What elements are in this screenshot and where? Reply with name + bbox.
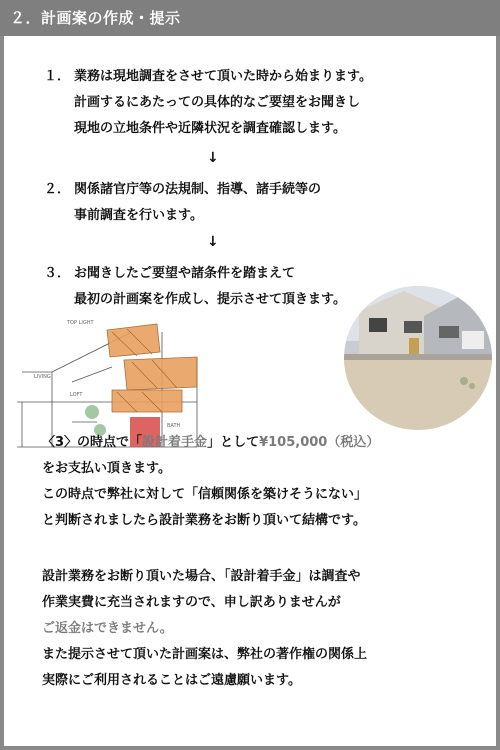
refund-line-2: 作業実費に充当されますので、申し訳ありませんが	[42, 595, 341, 610]
step-line: お聞きしたご要望や諸条件を踏まえて	[74, 266, 296, 281]
svg-text:BATH: BATH	[167, 423, 181, 429]
svg-text:LOFT: LOFT	[70, 392, 83, 398]
refund-line-1: 設計業務をお断り頂いた場合、「設計着手金」は調査や	[42, 569, 361, 584]
fee-line-2: をお支払い頂きます。	[42, 461, 171, 476]
content-panel	[4, 36, 496, 746]
fee-line-4: と判断されましたら設計業務をお断り頂いて結構です。	[42, 513, 366, 528]
step-line: 計画するにあたっての具体的なご要望をお聞きし	[74, 95, 361, 110]
step-line: 現地の立地条件や近隣状況を調査確認します。	[74, 121, 346, 136]
fee-line-1	[42, 430, 379, 456]
refund-line-3: ご返金はできません。	[42, 621, 173, 636]
refund-line-4: また提示させて頂いた計画案は、弊社の著作権の関係上	[42, 647, 368, 662]
step-line: 事前調査を行います。	[74, 208, 203, 223]
refund-line-5: 実際にご利用されることはご遠慮願います。	[42, 673, 301, 688]
svg-text:LIVING: LIVING	[34, 374, 51, 380]
step-number: １．	[44, 69, 71, 84]
fee-line-3: この時点で弊社に対して「信頼関係を築けそうにない」	[42, 487, 368, 502]
step-line: 関係諸官庁等の法規制、指導、諸手続等の	[74, 182, 322, 197]
svg-text:TOP LIGHT: TOP LIGHT	[67, 320, 94, 326]
down-arrow-icon: ↓	[207, 234, 219, 250]
fee-label: 設計着手金	[142, 435, 208, 450]
step-line: 業務は現地調査をさせて頂いた時から始まります。	[74, 69, 372, 84]
step-number: ２．	[44, 182, 71, 197]
step-line: 最初の計画案を作成し、提示させて頂きます。	[74, 292, 346, 307]
step-number: ３．	[44, 266, 71, 281]
fee-mid: 」として	[207, 435, 260, 450]
fee-amount: ¥105,000（税込）	[259, 435, 380, 450]
site-photo-image	[344, 286, 492, 430]
fee-prefix: 〈3〉の時点で「	[42, 435, 143, 450]
down-arrow-icon: ↓	[207, 150, 219, 166]
page-title: ２．計画案の作成・提示	[0, 0, 500, 36]
